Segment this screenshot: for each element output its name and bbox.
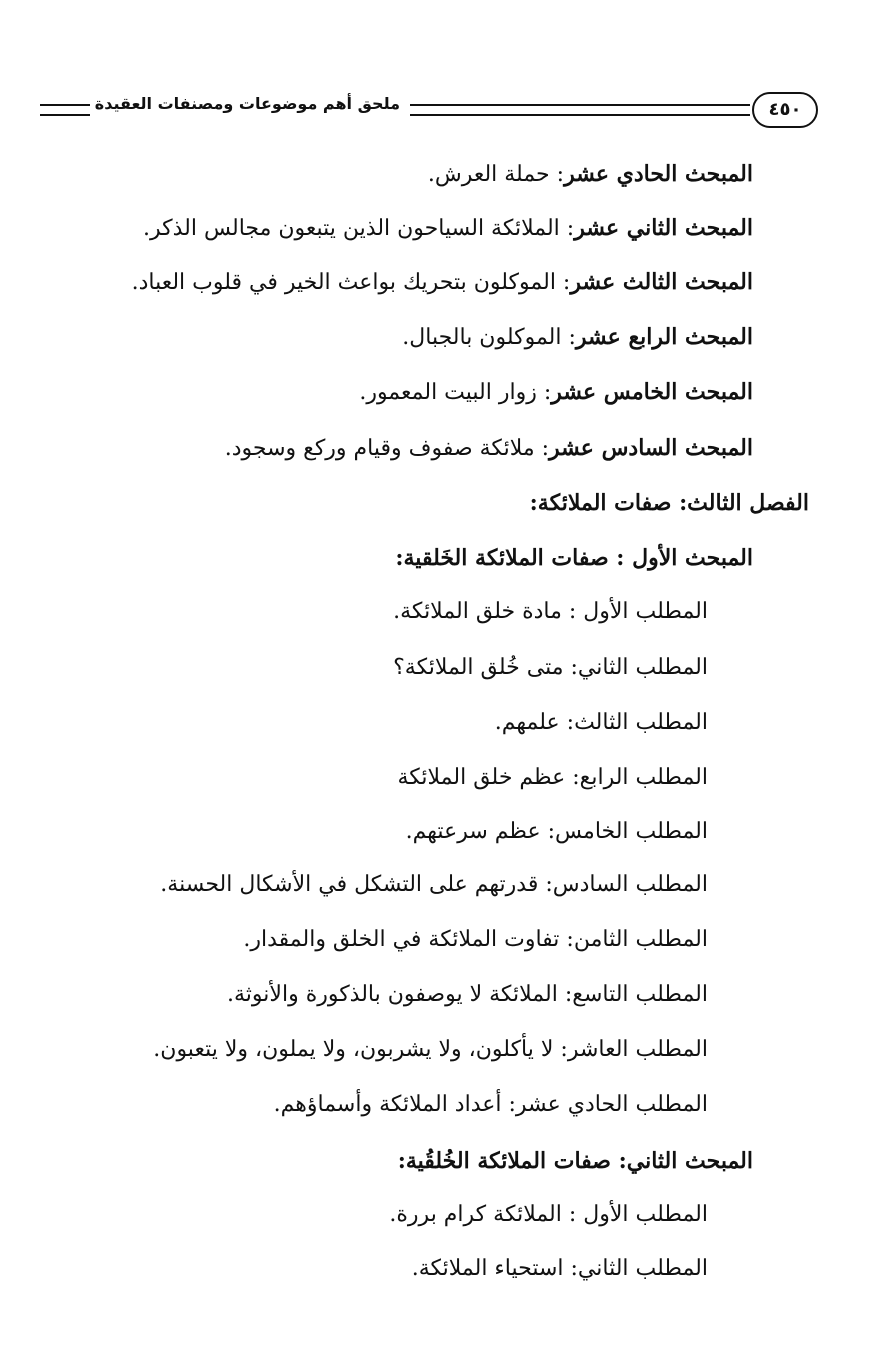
toc-line-text: : زوار البيت المعمور. xyxy=(359,380,552,405)
toc-line-label: المبحث الحادي عشر xyxy=(564,161,753,187)
subsection-line-text: المطلب الثاني: متى خُلق الملائكة؟ xyxy=(393,655,708,680)
subsection-line-text: المطلب الثالث: علمهم. xyxy=(494,710,708,735)
page-number: ٤٥٠ xyxy=(752,92,818,128)
subsection-line-text: المطلب الحادي عشر: أعداد الملائكة وأسماؤهم. xyxy=(273,1092,708,1117)
subsection-line-text: المطلب الثامن: تفاوت الملائكة في الخلق والمقدار. xyxy=(243,927,708,952)
subsection-line-text: المطلب الرابع: عظم خلق الملائكة xyxy=(397,765,708,790)
toc-line xyxy=(225,432,753,465)
subsection-line xyxy=(389,1199,708,1231)
subsection-line xyxy=(227,979,708,1011)
subsection-line-text: المطلب الأول : الملائكة كرام بررة. xyxy=(389,1202,708,1227)
toc-line-label: المبحث الخامس عشر xyxy=(551,379,753,405)
toc-line-text: : حملة العرش. xyxy=(427,162,565,187)
toc-line xyxy=(402,321,753,354)
subsection-line xyxy=(495,707,708,739)
toc-line-label: المبحث السادس عشر xyxy=(549,435,753,461)
section-heading xyxy=(395,542,753,574)
toc-line xyxy=(428,158,753,191)
toc-line-text: : ملائكة صفوف وقيام وركع وسجود. xyxy=(224,436,550,461)
subsection-line xyxy=(274,1089,708,1121)
subsection-line-text: المطلب العاشر: لا يأكلون، ولا يشربون، ولا يملون، ولا يتعبون. xyxy=(153,1037,708,1062)
chapter-heading xyxy=(530,487,809,519)
subsection-line xyxy=(160,869,708,901)
header-rule-right xyxy=(410,104,750,116)
subsection-line xyxy=(243,924,708,956)
subsection-line xyxy=(397,762,708,794)
chapter-heading-label: الفصل الثالث: صفات الملائكة: xyxy=(529,490,809,516)
subsection-line-text: المطلب السادس: قدرتهم على التشكل في الأشكال الحسنة. xyxy=(160,872,708,897)
subsection-line xyxy=(153,1034,708,1066)
subsection-line xyxy=(393,652,708,684)
toc-line-text: : الموكلون بتحريك بواعث الخير في قلوب العباد. xyxy=(131,270,571,295)
subsection-line-text: المطلب الأول : مادة خلق الملائكة. xyxy=(393,599,708,624)
toc-line-label: المبحث الرابع عشر xyxy=(575,324,753,350)
toc-line-text: : الموكلون بالجبال. xyxy=(402,325,576,350)
subsection-line-text: المطلب الخامس: عظم سرعتهم. xyxy=(405,819,708,844)
running-header xyxy=(40,92,820,132)
section-heading xyxy=(398,1145,753,1177)
subsection-line-text: المطلب التاسع: الملائكة لا يوصفون بالذكورة والأنوثة. xyxy=(227,982,708,1007)
toc-line-label: المبحث الثالث عشر xyxy=(570,269,753,295)
toc-line-label: المبحث الثاني عشر xyxy=(574,215,753,241)
toc-line xyxy=(359,376,753,409)
subsection-line xyxy=(393,596,708,628)
subsection-line-text: المطلب الثاني: استحياء الملائكة. xyxy=(411,1256,708,1281)
header-title: ملحق أهم موضوعات ومصنفات العقيدة xyxy=(94,94,400,113)
toc-line xyxy=(143,212,753,245)
subsection-line xyxy=(412,1253,708,1285)
section-heading-label: المبحث الأول : صفات الملائكة الخَلقية: xyxy=(395,545,753,571)
section-heading-label: المبحث الثاني: صفات الملائكة الخُلقُية: xyxy=(397,1148,753,1174)
subsection-line xyxy=(406,816,708,848)
header-rule-left xyxy=(40,104,90,116)
toc-line-text: : الملائكة السياحون الذين يتبعون مجالس الذكر. xyxy=(143,216,575,241)
toc-line xyxy=(132,266,753,299)
